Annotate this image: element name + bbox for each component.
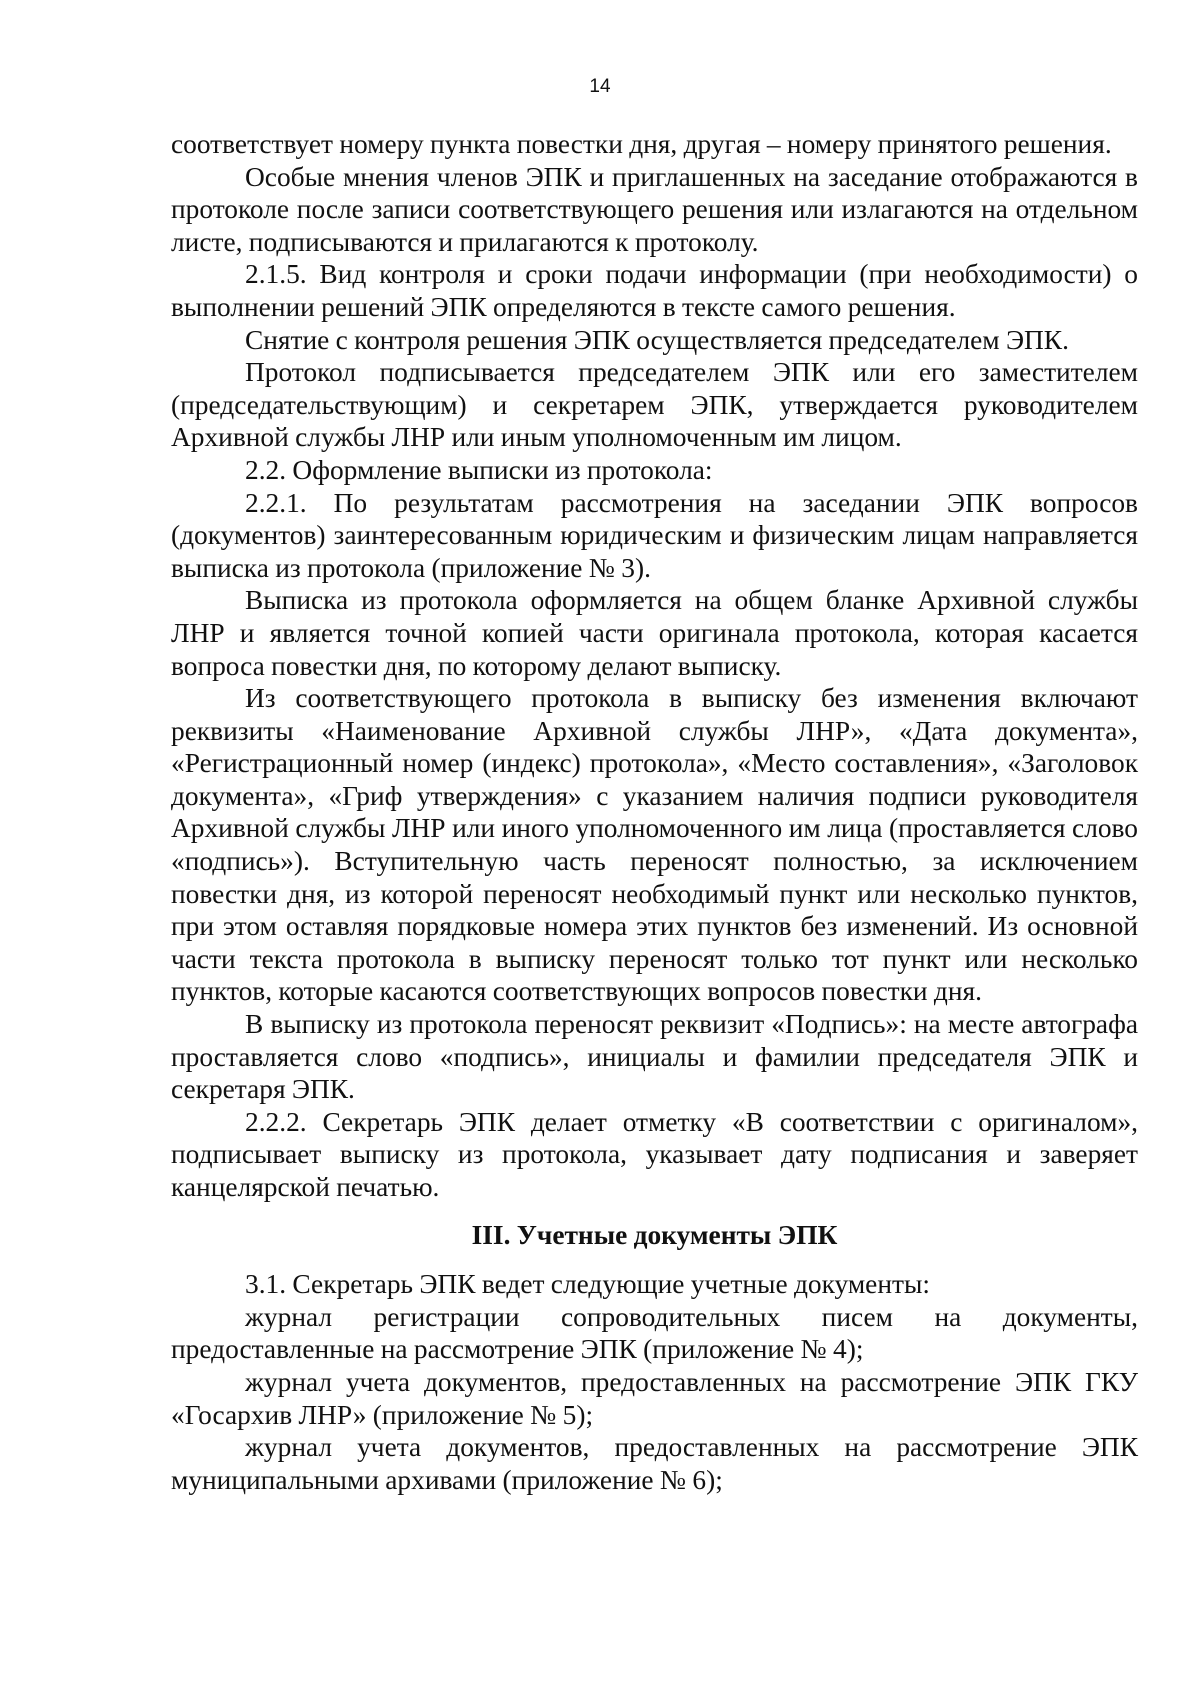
document-body <box>171 128 1138 1496</box>
paragraph: 2.2. Оформление выписки из протокола: <box>245 454 713 485</box>
list-item: журнал регистрации сопроводительных писем на документы, предоставленные на рассмотрение ЭПК (приложение № 4); <box>171 1301 1138 1365</box>
section-heading: III. Учетные документы ЭПК <box>471 1219 838 1250</box>
paragraph: соответствует номеру пункта повестки дня, другая – номеру принятого решения. <box>171 129 1112 159</box>
paragraphs-after-section <box>171 1268 1138 1496</box>
paragraph: 2.2.2. Секретарь ЭПК делает отметку «В соответствии с оригиналом», подписывает выписку из протокола, указывает дату подписания и заверяет канцелярской печатью. <box>171 1106 1138 1202</box>
paragraph: Особые мнения членов ЭПК и приглашенных на заседание отображаются в протоколе после записи соответствующего решения или излагаются на отдельном листе, подписываются и прилагаются к протоколу. <box>171 161 1138 257</box>
page-number: 14 <box>589 76 611 97</box>
paragraphs-before-section <box>171 128 1138 1204</box>
paragraph: Из соответствующего протокола в выписку без изменения включают реквизиты «Наименование Архивной службы ЛНР», «Дата документа», «Регистрационный номер (индекс) протокола», «Место составления», «Заголовок документа», «Гриф утверждения» с указанием наличия подписи руководителя Архивной службы ЛНР или иного уполномоченного им лица (проставляется слово «подпись»). Вступительную часть переносят полностью, за исключением повестки дня, из которой переносят необходимый пункт или несколько пунктов, при этом оставляя порядковые номера этих пунктов без изменений. Из основной части текста протокола в выписку переносят только тот пункт или несколько пунктов, которые касаются соответствующих вопросов повестки дня. <box>171 683 1138 1007</box>
paragraph: Протокол подписывается председателем ЭПК или его заместителем (председательствующим) и секретарем ЭПК, утверждается руководителем Архивной службы ЛНР или иным уполномоченным им лицом. <box>171 357 1138 453</box>
list-item: журнал учета документов, предоставленных на рассмотрение ЭПК ГКУ «Госархив ЛНР» (приложение № 5); <box>171 1366 1138 1430</box>
paragraph: Снятие с контроля решения ЭПК осуществляется председателем ЭПК. <box>245 324 1069 355</box>
list-item: журнал учета документов, предоставленных на рассмотрение ЭПК муниципальными архивами (приложение № 6); <box>171 1432 1138 1495</box>
paragraph: 2.1.5. Вид контроля и сроки подачи информации (при необходимости) о выполнении решений ЭПК определяются в тексте самого решения. <box>171 259 1138 322</box>
paragraph: 3.1. Секретарь ЭПК ведет следующие учетные документы: <box>245 1269 930 1300</box>
paragraph: Выписка из протокола оформляется на общем бланке Архивной службы ЛНР и является точной копией части оригинала протокола, которая касается вопроса повестки дня, по которому делают выписку. <box>171 585 1138 681</box>
paragraph: 2.2.1. По результатам рассмотрения на заседании ЭПК вопросов (документов) заинтересованным юридическим и физическим лицам направляется выписка из протокола (приложение № 3). <box>171 487 1138 583</box>
paragraph: В выписку из протокола переносят реквизит «Подпись»: на месте автографа проставляется слово «подпись», инициалы и фамилии председателя ЭПК и секретаря ЭПК. <box>171 1009 1138 1105</box>
